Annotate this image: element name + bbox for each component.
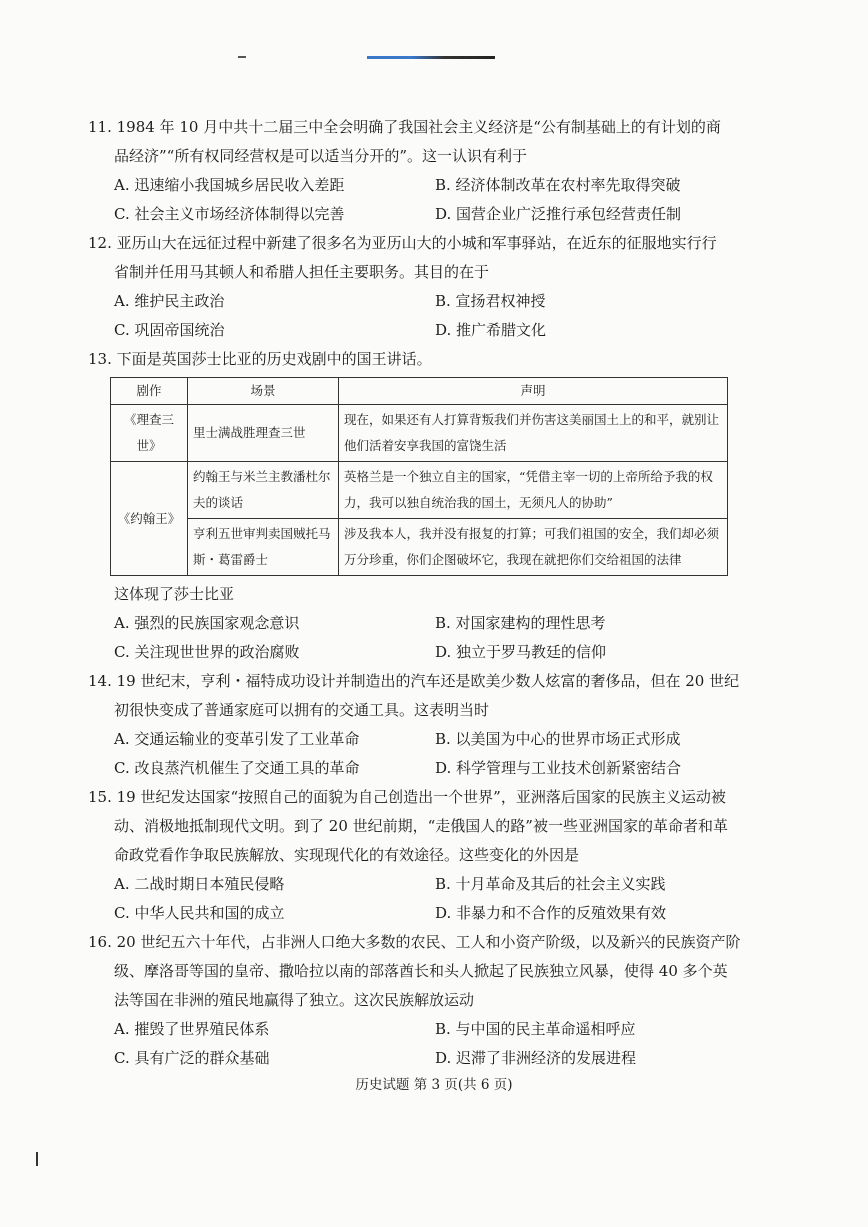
question-text: 省制并任用马其顿人和希腊人担任主要职务。其目的在于 [114,263,490,281]
option-d: D. 国营企业广泛推行承包经营责任制 [435,205,682,223]
question-14 [88,667,740,783]
options [88,287,740,345]
option-d: D. 非暴力和不合作的反殖效果有效 [435,904,667,922]
option-d: D. 推广希腊文化 [435,321,547,339]
question-text: 级、摩洛哥等国的皇帝、撒哈拉以南的部落酋长和头人掀起了民族独立风暴，使得 40 多个英 [114,962,728,980]
scene-cell: 亨利五世审判卖国贼托马斯・葛雷爵士 [188,519,339,576]
option-a: A. 二战时期日本殖民侵略 [114,875,285,893]
options [88,1015,740,1073]
scene-cell: 约翰王与米兰主教潘杜尔夫的谈话 [188,462,339,519]
option-b: B. 与中国的民主革命遥相呼应 [435,1020,636,1038]
table-header: 声明 [339,378,728,405]
table-header-row [111,378,728,405]
scene-cell: 里士满战胜理查三世 [188,405,339,462]
question-text: 11. 1984 年 10 月中共十二届三中全会明确了我国社会主义经济是“公有制基础上的有计划的商 [88,118,721,136]
question-text: 15. 19 世纪发达国家“按照自己的面貌为自己创造出一个世界”，亚洲落后国家的民族主义运动被 [88,788,726,806]
question-text: 16. 20 世纪五六十年代，占非洲人口绝大多数的农民、工人和小资产阶级，以及新兴的民族资产阶 [88,933,741,951]
table-header: 剧作 [111,378,188,405]
options [88,171,740,229]
question-text: 12. 亚历山大在远征过程中新建了很多名为亚历山大的小城和军事驿站，在近东的征服地实行行 [88,234,717,252]
play-cell: 《约翰王》 [111,462,188,576]
exam-content [88,113,740,1073]
question-text: 命政党看作争取民族解放、实现现代化的有效途径。这些变化的外因是 [114,846,580,864]
table-row [111,462,728,519]
question-text: 13. 下面是英国莎士比亚的历史戏剧中的国王讲话。 [88,350,432,368]
option-c: C. 关注现世世界的政治腐败 [114,643,300,661]
question-text: 这体现了莎士比亚 [114,585,235,603]
question-15 [88,783,740,928]
question-text: 品经济”“所有权同经营权是可以适当分开的”。这一认识有利于 [114,147,528,165]
option-d: D. 迟滞了非洲经济的发展进程 [435,1049,637,1067]
statement-cell: 现在，如果还有人打算背叛我们并伤害这美丽国土上的和平，就别让他们活着安享我国的富饶生活 [339,405,728,462]
options [88,609,740,667]
option-d: D. 科学管理与工业技术创新紧密结合 [435,759,682,777]
question-11 [88,113,740,229]
option-a: A. 迅速缩小我国城乡居民收入差距 [114,176,345,194]
option-b: B. 对国家建构的理性思考 [435,614,606,632]
table-row [111,405,728,462]
scan-mark [238,56,246,58]
option-c: C. 社会主义市场经济体制得以完善 [114,205,345,223]
option-c: C. 巩固帝国统治 [114,321,225,339]
question-text: 法等国在非洲的殖民地赢得了独立。这次民族解放运动 [114,991,475,1009]
question-12 [88,229,740,345]
option-b: B. 十月革命及其后的社会主义实践 [435,875,666,893]
table-row [111,519,728,576]
option-a: A. 强烈的民族国家观念意识 [114,614,300,632]
page-footer: 历史试题 第 3 页(共 6 页) [355,1077,513,1093]
table-header: 场景 [188,378,339,405]
options [88,870,740,928]
options [88,725,740,783]
option-a: A. 维护民主政治 [114,292,225,310]
option-d: D. 独立于罗马教廷的信仰 [435,643,607,661]
scan-mark [36,1152,38,1166]
option-c: C. 具有广泛的群众基础 [114,1049,270,1067]
source-table [110,377,728,576]
option-c: C. 中华人民共和国的成立 [114,904,285,922]
option-b: B. 以美国为中心的世界市场正式形成 [435,730,681,748]
option-a: A. 交通运输业的变革引发了工业革命 [114,730,360,748]
question-text: 动、消极地抵制现代文明。到了 20 世纪前期，“走俄国人的路”被一些亚洲国家的革命者和革 [114,817,728,835]
statement-cell: 英格兰是一个独立自主的国家，“凭借主宰一切的上帝所给予我的权力，我可以独自统治我的国土，无须凡人的协助” [339,462,728,519]
option-c: C. 改良蒸汽机催生了交通工具的革命 [114,759,360,777]
question-text: 14. 19 世纪末，亨利・福特成功设计并制造出的汽车还是欧美少数人炫富的奢侈品，但在 20 世纪 [88,672,740,690]
option-b: B. 经济体制改革在农村率先取得突破 [435,176,681,194]
option-a: A. 摧毁了世界殖民体系 [114,1020,270,1038]
header-rule [367,56,495,59]
play-cell: 《理查三世》 [111,405,188,462]
question-text: 初很快变成了普通家庭可以拥有的交通工具。这表明当时 [114,701,490,719]
option-b: B. 宣扬君权神授 [435,292,546,310]
question-16 [88,928,740,1073]
statement-cell: 涉及我本人，我并没有报复的打算；可我们祖国的安全，我们却必须万分珍重，你们企图破坏它，我现在就把你们交给祖国的法律 [339,519,728,576]
question-13 [88,345,740,667]
